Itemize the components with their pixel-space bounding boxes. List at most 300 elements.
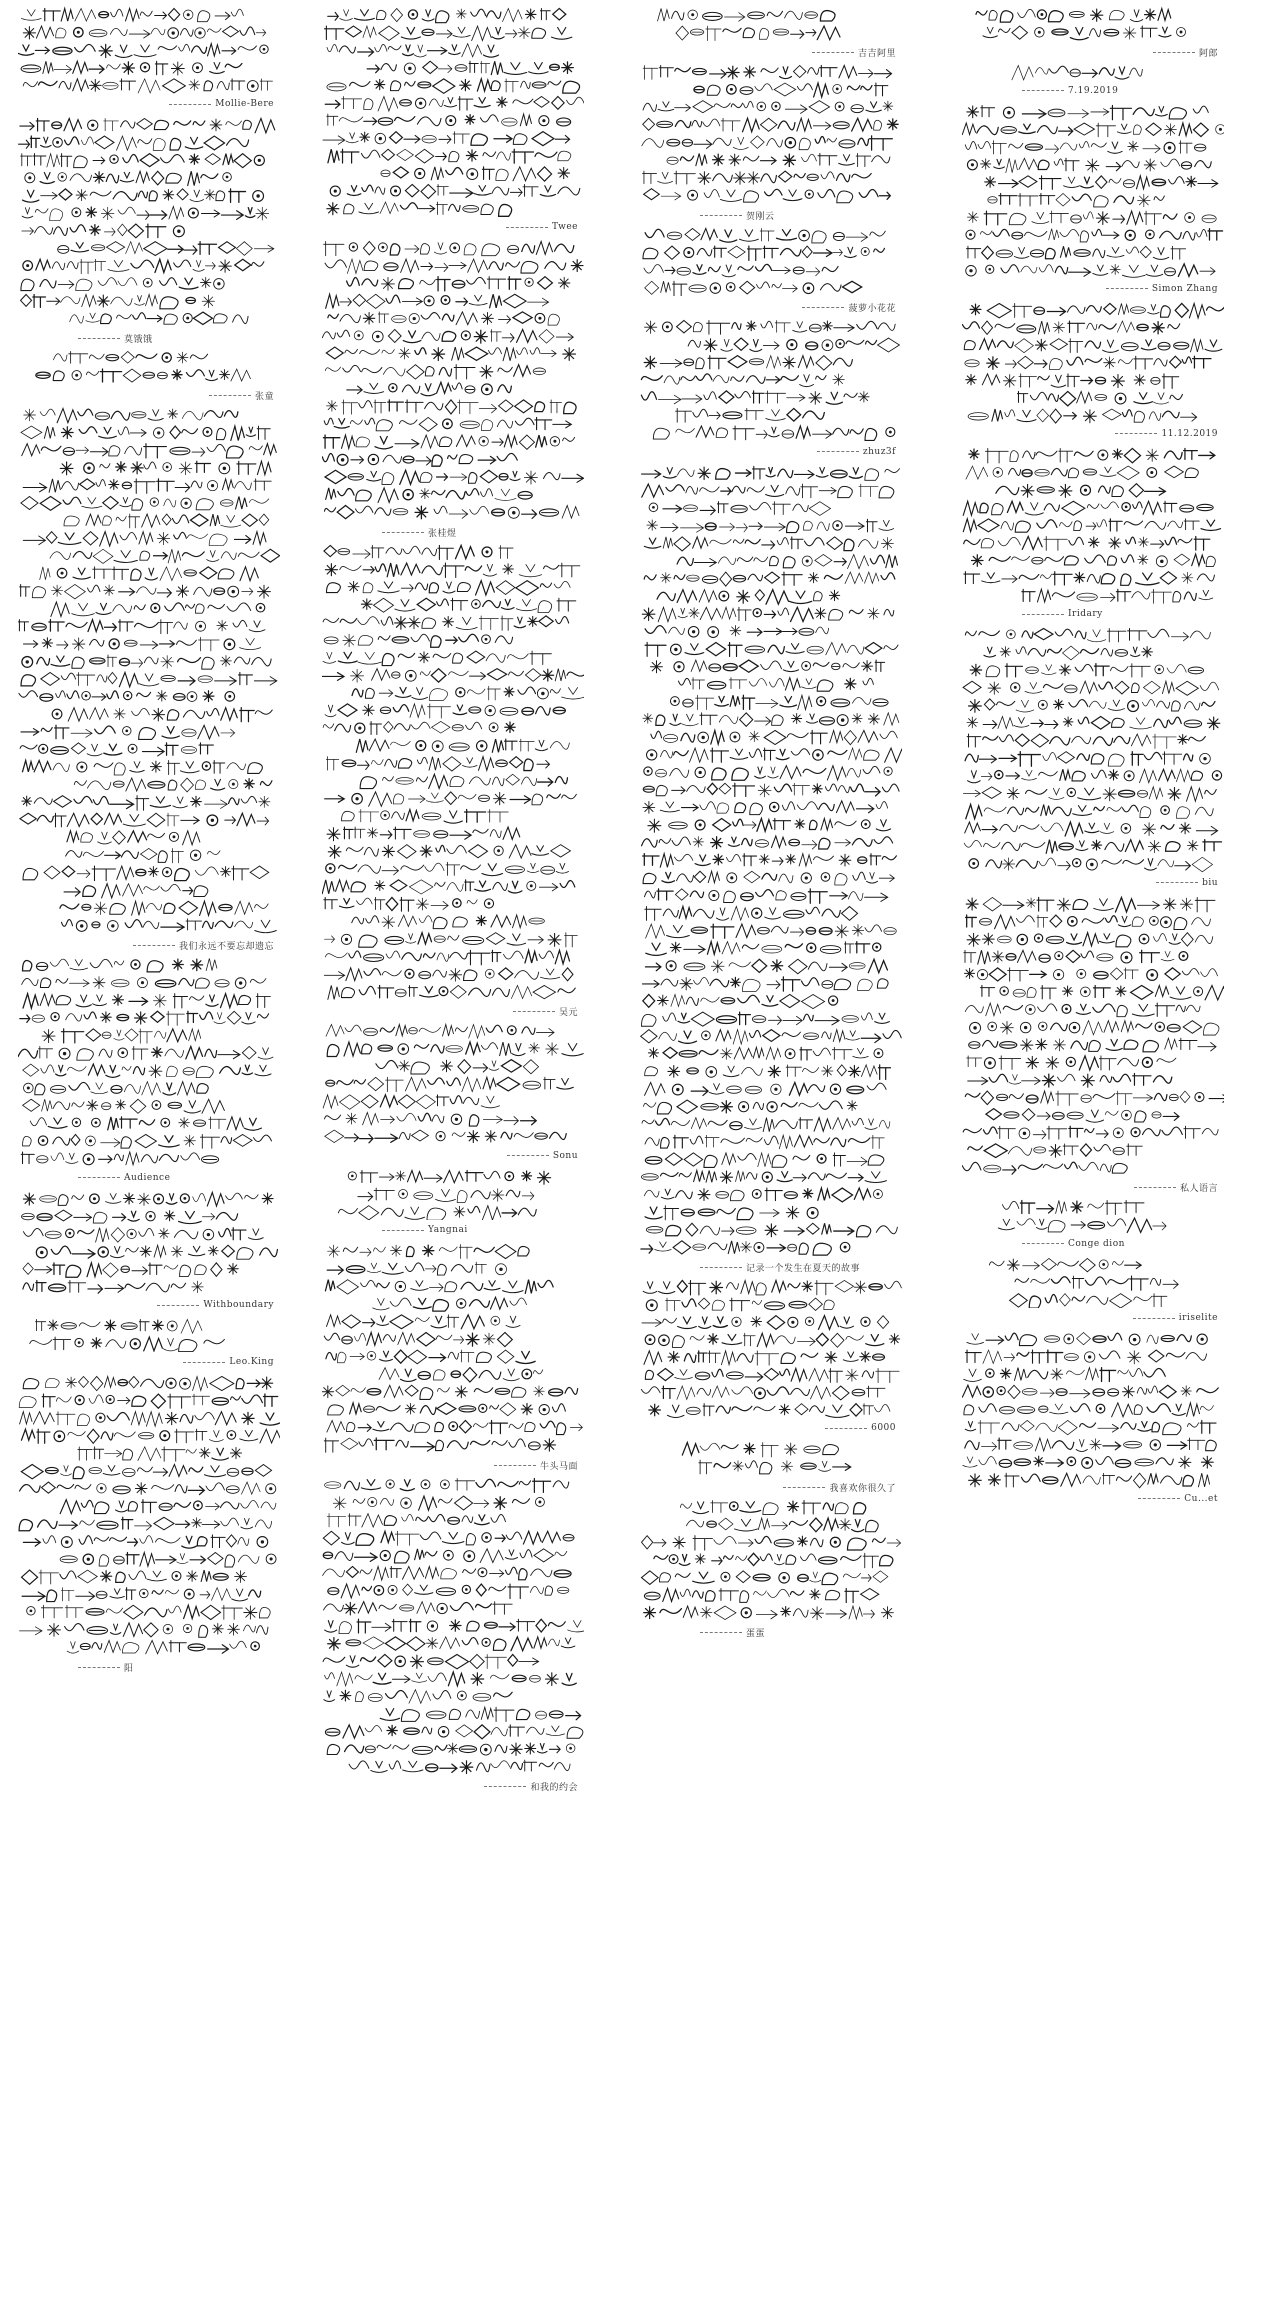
glyph-row	[53, 352, 207, 364]
signature-name: Audience	[124, 1172, 171, 1183]
glyph-row	[324, 545, 513, 559]
glyph-row	[980, 985, 1224, 999]
glyph-row	[30, 1337, 225, 1352]
glyph-row	[1017, 391, 1182, 405]
glyph-row	[323, 1095, 499, 1109]
signature-name: 贺刚云	[746, 211, 775, 222]
glyph-row	[642, 1117, 890, 1131]
glyph-row	[642, 1535, 901, 1549]
glyph-row	[23, 532, 266, 546]
glyph-row	[984, 646, 1152, 660]
glyph-row	[349, 1760, 570, 1773]
glyph-row	[23, 866, 269, 881]
glyph-row	[328, 985, 575, 999]
glyph-row	[327, 44, 499, 57]
glyph-row	[23, 1280, 203, 1293]
author-signature	[209, 389, 274, 402]
script-block	[322, 1242, 584, 1475]
glyph-row	[965, 140, 1206, 153]
glyph-row	[323, 132, 570, 146]
glyph-row	[967, 717, 1220, 730]
handwritten-glyphs	[962, 103, 1224, 279]
handwritten-glyphs	[18, 6, 280, 94]
glyph-row	[965, 629, 1210, 642]
glyph-row	[324, 1438, 555, 1452]
author-signature	[78, 1173, 170, 1183]
glyph-row	[642, 484, 894, 498]
glyph-row	[361, 598, 575, 612]
column-1	[18, 0, 280, 2302]
script-block	[18, 6, 280, 116]
glyph-row	[324, 1333, 512, 1347]
glyph-row	[40, 567, 259, 581]
script-block	[18, 349, 280, 406]
glyph-row	[327, 1743, 575, 1755]
handwritten-glyphs	[322, 1476, 584, 1775]
glyph-row	[326, 294, 549, 308]
script-block	[962, 895, 1224, 1199]
glyph-row	[326, 580, 570, 594]
glyph-row	[78, 1447, 242, 1461]
glyph-row	[965, 1350, 1206, 1364]
handwritten-glyphs	[962, 63, 1224, 81]
author-signature	[157, 1300, 274, 1310]
glyph-row	[644, 1606, 894, 1620]
script-block	[640, 1278, 902, 1441]
glyph-row	[643, 853, 897, 867]
glyph-row	[1022, 589, 1213, 603]
signature-rule	[78, 338, 120, 339]
script-block	[322, 1022, 584, 1167]
glyph-row	[643, 118, 898, 131]
glyph-row	[22, 761, 262, 776]
glyph-row	[644, 189, 891, 203]
glyph-row	[645, 1064, 891, 1078]
author-signature	[133, 939, 274, 952]
glyph-row	[325, 1478, 569, 1492]
signature-name: 牛头马面	[539, 1461, 578, 1472]
signature-name: Yangnai	[428, 1225, 468, 1236]
glyph-row	[325, 1724, 583, 1738]
glyph-row	[648, 818, 891, 832]
glyph-row	[326, 347, 575, 361]
glyph-row	[645, 1368, 899, 1382]
glyph-row	[680, 1500, 865, 1514]
script-block	[640, 226, 902, 318]
glyph-row	[21, 1465, 271, 1479]
glyph-row	[20, 585, 271, 599]
glyph-row	[22, 224, 185, 238]
signature-name: Conge dion	[1068, 1238, 1125, 1249]
glyph-row	[326, 1025, 554, 1039]
signature-name: Iridary	[1068, 609, 1103, 620]
handwritten-glyphs	[18, 956, 280, 1167]
glyph-row	[325, 259, 583, 273]
script-block	[322, 1168, 584, 1243]
glyph-row	[970, 664, 1203, 677]
script-block	[962, 63, 1224, 103]
glyph-row	[50, 550, 280, 564]
glyph-row	[966, 264, 1215, 277]
glyph-row	[645, 1152, 883, 1167]
script-block	[640, 464, 902, 1278]
handwritten-glyphs	[18, 1374, 280, 1656]
glyph-row	[654, 1553, 893, 1568]
author-signature	[1022, 86, 1118, 96]
glyph-row	[643, 712, 899, 726]
glyph-row	[327, 1262, 506, 1275]
glyph-row	[322, 454, 517, 467]
glyph-row	[23, 79, 272, 93]
glyph-row	[22, 796, 270, 811]
glyph-row	[964, 338, 1222, 352]
glyph-row	[325, 96, 584, 111]
glyph-row	[328, 312, 560, 325]
glyph-row	[326, 488, 533, 503]
author-signature	[382, 526, 457, 539]
glyph-row	[651, 660, 885, 673]
script-block	[640, 63, 902, 226]
signature-name: 私人语言	[1179, 1184, 1218, 1195]
glyph-row	[23, 1535, 267, 1548]
glyph-row	[347, 277, 570, 291]
glyph-row	[649, 501, 830, 515]
signature-rule	[78, 1177, 120, 1178]
glyph-row	[970, 303, 1224, 318]
script-block	[640, 1498, 902, 1643]
glyph-row	[682, 1443, 838, 1458]
script-block	[962, 626, 1224, 894]
glyph-row	[323, 1566, 571, 1580]
signature-name: 吉吉阿里	[857, 49, 896, 60]
author-signature	[1133, 1313, 1218, 1323]
signature-name: 11.12.2019	[1161, 428, 1218, 439]
glyph-row	[965, 1003, 1200, 1017]
author-signature	[700, 1626, 765, 1639]
script-block	[322, 6, 584, 239]
glyph-row	[324, 968, 573, 981]
glyph-row	[965, 752, 1210, 767]
signature-rule	[1022, 1243, 1064, 1244]
script-block	[640, 6, 902, 63]
glyph-row	[966, 805, 1213, 819]
script-block	[18, 1374, 280, 1678]
glyph-row	[647, 748, 902, 762]
author-signature	[507, 1151, 578, 1161]
glyph-row	[676, 409, 825, 423]
glyph-row	[70, 312, 248, 324]
glyph-row	[644, 1100, 858, 1114]
glyph-row	[323, 1531, 574, 1545]
signature-rule	[1156, 882, 1198, 883]
glyph-row	[19, 1394, 277, 1408]
glyph-row	[358, 1188, 534, 1202]
glyph-row	[643, 66, 891, 80]
glyph-row	[324, 897, 494, 911]
glyph-row	[964, 1403, 1214, 1417]
glyph-row	[360, 774, 567, 788]
glyph-row	[323, 1548, 567, 1562]
script-block	[640, 1440, 902, 1497]
glyph-row	[966, 374, 1179, 389]
author-signature	[506, 222, 578, 232]
glyph-row	[20, 118, 275, 132]
glyph-row	[998, 1218, 1166, 1232]
signature-rule	[1134, 1187, 1176, 1188]
glyph-row	[641, 1386, 885, 1400]
handwritten-glyphs	[962, 1198, 1224, 1233]
author-signature	[1156, 878, 1218, 888]
glyph-row	[323, 616, 569, 631]
glyph-row	[694, 83, 888, 97]
signature-rule	[1115, 433, 1157, 434]
glyph-row	[30, 1117, 261, 1130]
glyph-row	[23, 259, 264, 273]
author-signature	[1115, 429, 1218, 439]
signature-name: 阳	[124, 1663, 134, 1674]
glyph-row	[20, 1012, 269, 1026]
glyph-row	[24, 409, 238, 423]
author-signature	[513, 1005, 578, 1018]
glyph-row	[325, 1280, 553, 1294]
handwritten-glyphs	[18, 116, 280, 327]
signature-rule	[382, 1230, 424, 1231]
handwritten-glyphs	[640, 63, 902, 204]
glyph-row	[643, 101, 893, 114]
signature-name: 菠萝小花花	[848, 304, 896, 315]
author-signature	[183, 1357, 274, 1367]
glyph-row	[641, 1240, 850, 1254]
glyph-row	[643, 1280, 901, 1295]
glyph-row	[23, 638, 260, 652]
glyph-row	[642, 607, 893, 622]
glyph-row	[322, 668, 584, 682]
glyph-row	[23, 959, 217, 972]
script-block	[962, 1256, 1224, 1331]
signature-rule	[1106, 288, 1148, 289]
signature-name: Mollie-Bere	[215, 99, 274, 109]
author-signature	[1134, 1181, 1218, 1194]
glyph-row	[645, 321, 896, 335]
signature-name: Twee	[551, 222, 578, 233]
glyph-row	[330, 184, 580, 198]
glyph-row	[367, 61, 573, 74]
signature-name: Leo.King	[229, 1357, 274, 1368]
glyph-row	[963, 501, 1213, 515]
glyph-row	[20, 743, 213, 756]
glyph-row	[325, 563, 579, 577]
glyph-row	[670, 695, 888, 709]
glyph-row	[22, 1588, 261, 1602]
glyph-row	[21, 1430, 280, 1444]
glyph-row	[325, 365, 545, 379]
glyph-row	[22, 1210, 238, 1223]
script-block	[962, 1198, 1224, 1255]
glyph-row	[648, 1047, 883, 1060]
signature-rule	[812, 52, 854, 53]
signature-name: zhuz3f	[862, 446, 896, 457]
glyph-row	[348, 1170, 550, 1184]
glyph-row	[324, 1113, 536, 1127]
glyph-row	[646, 1298, 834, 1311]
glyph-row	[645, 281, 862, 295]
glyph-row	[968, 1073, 1172, 1087]
glyph-row	[64, 514, 269, 528]
handwritten-glyphs	[962, 1330, 1224, 1488]
script-block	[322, 239, 584, 543]
signature-name: Cu...et	[1184, 1493, 1218, 1504]
signature-name: 张童	[254, 392, 274, 403]
glyph-row	[967, 932, 1213, 946]
glyph-row	[333, 1496, 544, 1510]
glyph-row	[21, 497, 269, 511]
glyph-row	[963, 682, 1219, 696]
glyph-row	[1012, 66, 1142, 80]
glyph-row	[643, 994, 838, 1008]
signature-name: 我们永远不要忘却遗忘	[178, 942, 274, 953]
glyph-row	[323, 1654, 539, 1668]
glyph-row	[667, 154, 890, 167]
glyph-row	[36, 1320, 202, 1334]
glyph-row	[968, 770, 1222, 784]
glyph-row	[643, 800, 888, 814]
glyph-row	[323, 1601, 512, 1614]
glyph-row	[962, 123, 1224, 137]
signature-rule	[1022, 90, 1064, 91]
glyph-row	[324, 26, 571, 40]
signature-rule	[1153, 52, 1195, 53]
script-block	[962, 446, 1224, 626]
glyph-row	[324, 932, 577, 947]
glyph-row	[969, 448, 1215, 462]
author-signature	[1138, 1494, 1218, 1504]
glyph-row	[327, 202, 512, 216]
signature-name: Withboundary	[203, 1300, 274, 1311]
glyph-row	[964, 572, 1215, 586]
glyph-row	[23, 1192, 273, 1206]
glyph-row	[649, 1403, 890, 1417]
glyph-row	[380, 1707, 580, 1721]
glyph-row	[324, 418, 571, 432]
glyph-row	[964, 950, 1188, 964]
signature-rule	[817, 451, 859, 452]
handwritten-glyphs	[640, 464, 902, 1256]
glyph-row	[22, 206, 269, 220]
glyph-row	[645, 625, 829, 637]
glyph-row	[21, 154, 265, 168]
glyph-row	[325, 1130, 566, 1143]
author-signature	[783, 1481, 896, 1494]
glyph-row	[969, 858, 1213, 872]
glyph-row	[644, 572, 895, 586]
glyph-row	[963, 1126, 1218, 1139]
glyph-row	[965, 356, 1211, 369]
glyph-row	[60, 1500, 276, 1514]
glyph-row	[642, 1570, 888, 1584]
glyph-row	[965, 1091, 1224, 1105]
author-signature	[1106, 284, 1218, 294]
handwritten-glyphs	[640, 1440, 902, 1475]
handwritten-glyphs	[640, 1278, 902, 1419]
handwritten-glyphs	[640, 226, 902, 296]
glyph-row	[686, 1518, 878, 1532]
glyph-row	[323, 651, 551, 665]
glyph-row	[962, 321, 1179, 334]
author-signature	[825, 1423, 896, 1433]
signature-rule	[78, 1667, 120, 1668]
signature-name: 蛋蛋	[746, 1628, 766, 1639]
signature-rule	[209, 395, 251, 396]
glyph-row	[326, 862, 569, 875]
glyph-row	[22, 1570, 247, 1584]
glyph-row	[644, 264, 838, 276]
handwritten-glyphs	[322, 1022, 584, 1145]
glyph-row	[21, 294, 215, 308]
glyph-row	[324, 634, 512, 647]
glyph-row	[327, 400, 577, 414]
glyph-row	[327, 114, 571, 126]
glyph-row	[643, 246, 885, 260]
glyph-row	[324, 242, 574, 256]
author-signature	[78, 1661, 134, 1674]
handwritten-glyphs	[640, 1498, 902, 1621]
glyph-row	[338, 1205, 536, 1219]
glyph-row	[969, 1474, 1210, 1489]
signature-rule	[507, 1155, 549, 1156]
glyph-row	[651, 730, 897, 744]
script-block	[18, 956, 280, 1189]
glyph-row	[66, 849, 220, 863]
glyph-row	[324, 1689, 512, 1703]
author-signature	[494, 1459, 578, 1472]
script-block	[640, 318, 902, 463]
script-block	[962, 301, 1224, 446]
glyph-row	[325, 704, 565, 718]
handwritten-glyphs	[322, 543, 584, 1001]
glyph-row	[965, 822, 1218, 836]
handwritten-glyphs	[322, 239, 584, 521]
glyph-row	[645, 1135, 884, 1148]
glyph-row	[60, 1553, 276, 1567]
glyph-row	[963, 519, 1220, 532]
glyph-row	[21, 726, 235, 740]
glyph-row	[641, 374, 844, 387]
glyph-row	[19, 1518, 272, 1532]
signature-rule	[382, 532, 424, 533]
glyph-row	[967, 211, 1216, 225]
glyph-row	[983, 26, 1186, 40]
signature-rule	[700, 1632, 742, 1633]
glyph-row	[23, 1100, 225, 1114]
glyph-row	[23, 26, 265, 39]
glyph-row	[658, 8, 836, 21]
glyph-row	[641, 1012, 889, 1026]
glyph-row	[963, 787, 1216, 801]
glyph-row	[60, 902, 268, 916]
signature-rule	[1022, 614, 1064, 615]
glyph-row	[18, 620, 265, 634]
script-block	[962, 1330, 1224, 1510]
glyph-row	[964, 1368, 1166, 1382]
glyph-row	[23, 1262, 238, 1276]
glyph-row	[645, 642, 898, 656]
glyph-row	[988, 193, 1165, 207]
glyph-row	[356, 739, 569, 752]
signature-rule	[157, 1305, 199, 1306]
glyph-row	[968, 409, 1197, 423]
glyph-row	[645, 959, 887, 973]
glyph-row	[641, 1029, 901, 1043]
